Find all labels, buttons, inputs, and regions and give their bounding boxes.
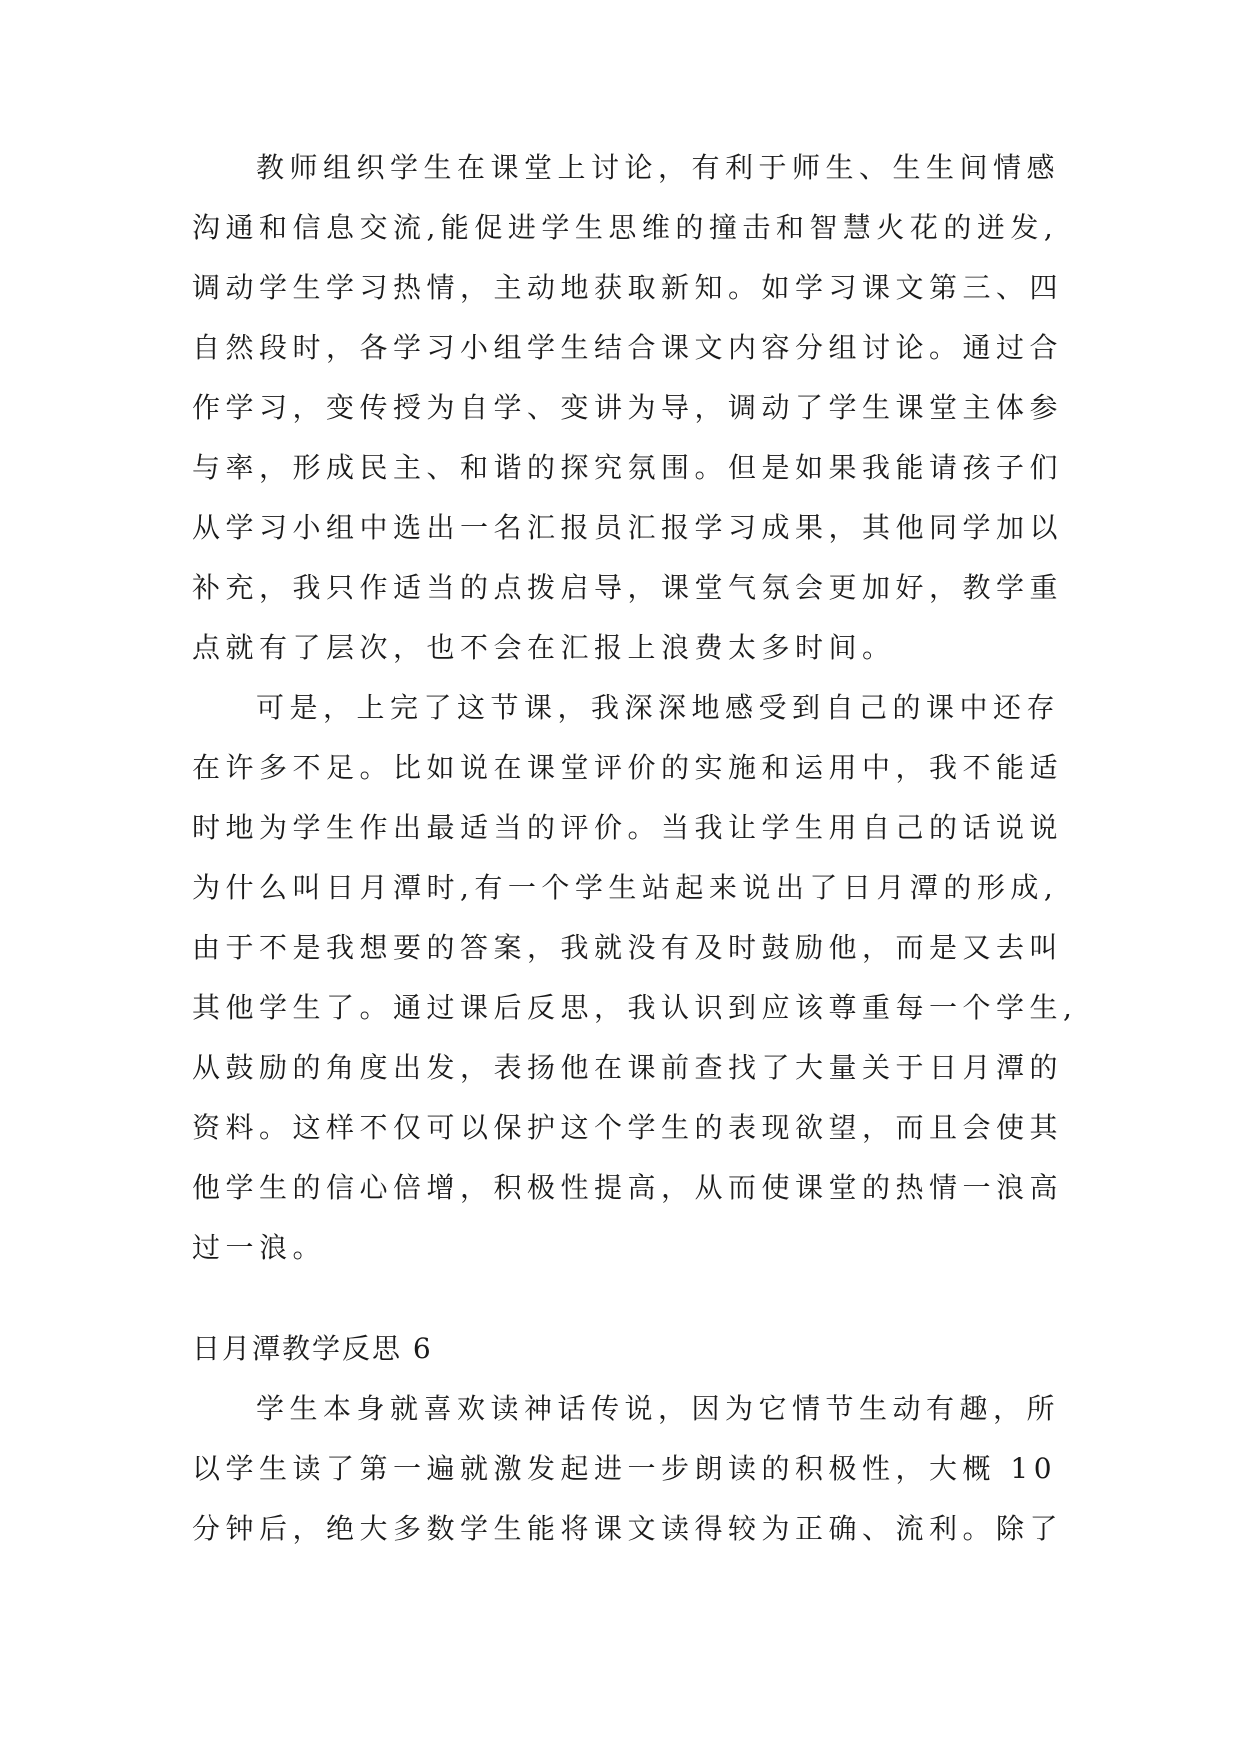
text-line: 由于不是我想要的答案，我就没有及时鼓励他，而是又去叫 (192, 931, 1064, 964)
text-line: 其他学生了。通过课后反思，我认识到应该尊重每一个学生, (192, 991, 1078, 1024)
text-line: 从学习小组中选出一名汇报员汇报学习成果，其他同学加以 (192, 511, 1064, 544)
text-line: 作学习，变传授为自学、变讲为导，调动了学生课堂主体参 (192, 391, 1064, 424)
text-line: 补充，我只作适当的点拨启导，课堂气氛会更加好，教学重 (192, 571, 1064, 604)
text-line: 时地为学生作出最适当的评价。当我让学生用自己的话说说 (192, 811, 1064, 844)
text-line: 教师组织学生在课堂上讨论，有利于师生、生生间情感 (256, 151, 1061, 184)
text-line: 分钟后，绝大多数学生能将课文读得较为正确、流利。除了 (192, 1512, 1064, 1545)
text-line: 在许多不足。比如说在课堂评价的实施和运用中，我不能适 (192, 751, 1064, 784)
text-line: 过一浪。 (192, 1231, 327, 1264)
text-line: 点就有了层次，也不会在汇报上浪费太多时间。 (192, 631, 896, 664)
text-line: 从鼓励的角度出发，表扬他在课前查找了大量关于日月潭的 (192, 1051, 1064, 1084)
text-line: 为什么叫日月潭时,有一个学生站起来说出了日月潭的形成, (192, 871, 1059, 904)
text-line: 与率，形成民主、和谐的探究氛围。但是如果我能请孩子们 (192, 451, 1064, 484)
text-line: 可是，上完了这节课，我深深地感受到自己的课中还存 (256, 691, 1061, 724)
text-line: 他学生的信心倍增，积极性提高，从而使课堂的热情一浪高 (192, 1171, 1064, 1204)
text-line: 调动学生学习热情，主动地获取新知。如学习课文第三、四 (192, 271, 1064, 304)
text-line: 学生本身就喜欢读神话传说，因为它情节生动有趣，所 (256, 1392, 1061, 1425)
paragraph-1 (192, 138, 1092, 678)
section-heading: 日月潭教学反思 6 (192, 1332, 433, 1365)
text-line: 自然段时，各学习小组学生结合课文内容分组讨论。通过合 (192, 331, 1064, 364)
paragraph-3 (192, 1379, 1092, 1559)
text-line: 沟通和信息交流,能促进学生思维的撞击和智慧火花的迸发, (192, 211, 1059, 244)
paragraph-2 (192, 678, 1092, 1278)
text-line: 资料。这样不仅可以保护这个学生的表现欲望，而且会使其 (192, 1111, 1064, 1144)
text-line: 以学生读了第一遍就激发起进一步朗读的积极性，大概 10 (192, 1452, 1058, 1485)
